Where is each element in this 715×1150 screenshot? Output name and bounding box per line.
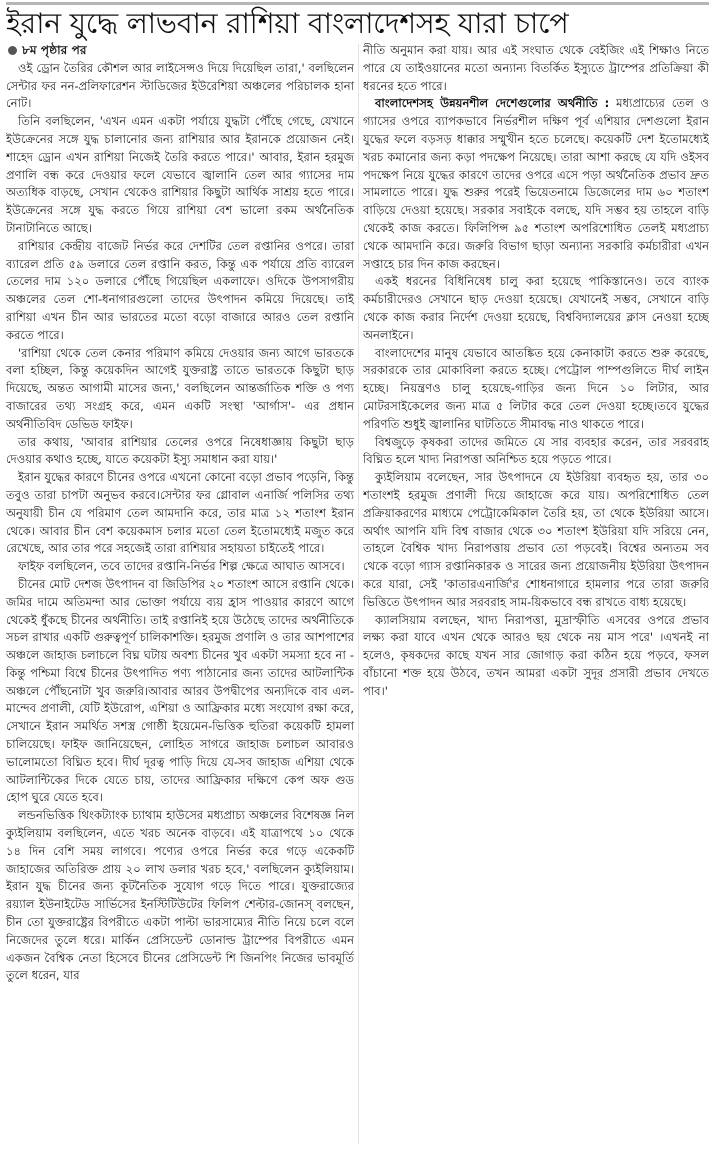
paragraph: রাশিয়ার কেন্দ্রীয় বাজেট নির্ভর করে দেশটির তেল রপ্তানির ওপরে। তারা ব্যারেল প্রতি ৫৯ ডলারে তেল রপ্তানি করত, কিন্তু এক পর্যায়ে প্রতি ব্যারেল তেলের দাম ১২০ ডলারে পৌঁছে গিয়েছিল একলাফে। ওদিকে উপসাগরীয় অঞ্চলের তেল শো-ধনাগারগুলো তাদের উৎপাদন কমিয়ে দিয়েছে। তাই রাশিয়া এখন চীন আর ভারতের মতো বড়ো বাজারে আরও তেল রপ্তানি করতে পারে।: [6, 238, 354, 342]
paragraph: তার কথায়, 'আবার রাশিয়ার তেলের ওপরে নিষেধাজ্ঞায় কিছুটা ছাড় দেওয়ার কথাও হচ্ছে, যাতে কয়েকটা ইস্যু সমাধান করা যায়।': [6, 434, 354, 467]
paragraph: নীতি অনুমান করা যায়। আর এই সংঘাত থেকে বেইজিং এই শিক্ষাও নিতে পারে যে তাইওয়ানের মতো অন্যান্য বিতর্কিত ইস্যুতে ট্রাম্পের প্রতিক্রিয়া কী ধরনের হতে পারে।: [363, 43, 709, 93]
subheading: বাংলাদেশসহ উন্নয়নশীল দেশেগুলোর অর্থনীতি :: [375, 96, 610, 111]
subheading-text: মধ্যপ্রাচ্যের তেল ও গ্যাসের ওপরে ব্যাপকভাবে নির্ভরশীল দক্ষিণ পূর্ব এশিয়ার দেশগুলো ইরান যুদ্ধের ফলে বড়সড় ধাক্কার সম্মুখীন হতে চলেছে। কয়েকটি দেশ ইতোমধ্যেই খরচ কমানোর জন্য কড়া পদক্ষেপ নিয়েছে। তারা আশা করছে যে যদি ওইসব পদক্ষেপ নিয়ে যুদ্ধের কারণে তাদের ওপরে এসে পড়া অর্থনৈতিক প্রভাব দ্রুত সামলাতে পারে। যুদ্ধ শুরুর পরেই ভিয়েতনামে ডিজেলের দাম ৬০ শতাংশ বাড়িয়ে দেওয়া হয়েছে। সরকার সবাইকে বলছে, যদি সম্ভব হয় তাহলে বাড়ি থেকেই কাজ করতে। ফিলিপিন্স ৯৫ শতাংশ অপরিশোধিত তেলই মধ্যপ্রাচ্য থেকে আমদানি করে। জরুরি বিভাগ ছাড়া অন্যান্য সরকারি কর্মচারীরা এখন সপ্তাহে চার দিন কাজ করছেন।: [363, 96, 709, 271]
bullet-icon: [8, 46, 17, 55]
paragraph: ফাইফ বলছিলেন, তবে তাদের রপ্তানি-নির্ভর শিল্প ক্ষেত্রে আঘাত আসবে।: [18, 559, 345, 574]
paragraph: ক্যালসিয়াম বলছেন, খাদ্য নিরাপত্তা, মুদ্রাস্ফীতি এসবের ওপরে প্রভাব লক্ষ্য করা যাবে এখন থেকে আরও ছয় থেকে নয় মাস পরে' ।এখনই না হলেও, কৃষকদের কাছে যখন সার জোগাড় করা কঠিন হয়ে পড়বে, ফসল বাঁচানো শক্ত হয়ে উঠবে, তখন আমরা একটা সুদূর প্রসারী প্রভাব দেখতে পাব।': [363, 612, 709, 698]
paragraph: তিনি বলছিলেন, 'এখন এমন একটা পর্যায়ে যুদ্ধটা পৌঁছে গেছে, যেখানে ইউক্রেনের সঙ্গে যুদ্ধ চালানোর জন্য রাশিয়ার আর ইরানকে প্রয়োজন নেই। শাহেদ ড্রোন এখন রাশিয়া নিজেই তৈরি করতে পারে।' আবার, ইরান হরমুজ প্রণালি বন্ধ করে দেওয়ার ফলে যেভাবে জ্বালানি তেল আর গ্যাসের দাম অত্যধিক বাড়ছে, সেখান থেকেও রাশিয়ার কিছুটা আর্থিক সাশ্রয় হতে পারে। ইউক্রেনের সঙ্গে যুদ্ধ করতে গিয়ে রাশিয়া বেশ ভালো রকম অর্থনৈতিক টানাটানিতে আছে।: [6, 114, 354, 235]
paragraph: ইরান যুদ্ধের কারণে চীনের ওপরে এখনো কোনো বড়ো প্রভাব পড়েনি, কিন্তু তবুও তারা চাপটা অনুভব করবে।সেন্টার ফর গ্লোবাল এনার্জি পলিসির তথ্য অনুযায়ী চীন যে পরিমাণ তেল আমদানি করে, তার মাত্র ১২ শতাংশ ইরান থেকে। আবার চীন বেশ কয়েকমাস চলার মতো তেল ইতোমধ্যেই মজুত করে রেখেছে, আর তার পরে সহজেই তারা রাশিয়ার সহায়তা চাইতেই পারে।: [6, 470, 354, 556]
subheading-paragraph: [363, 95, 709, 273]
paragraph: বাংলাদেশের মানুষ যেভাবে আতঙ্কিত হয়ে কেনাকাটা করতে শুরু করেছে, সরকারকে তার মোকাবিলা করতে হচ্ছে। পেট্রোল পাম্পগুলিতে দীর্ঘ লাইন হচ্ছে। নিয়ন্ত্রণও চালু হয়েছে-গাড়ির জন্য দিনে ১০ লিটার, আর মোটরসাইকেলের জন্য মাত্র ৫ লিটার করে তেল দেওয়া হচ্ছে।তবে যুদ্ধের পরিণতি শুধুই জ্বালানির ঘাটতিতে সীমাবদ্ধ নাও থাকতে পারে।: [363, 345, 709, 431]
paragraph: ক্যুইলিয়াম বলেছেন, সার উৎপাদনে যে ইউরিয়া ব্যবহৃত হয়, তার ৩০ শতাংশই হরমুজ প্রণালী দিয়ে জাহাজে করে যায়। অপরিশোধিত তেল প্রক্রিয়াকরণের মাধ্যমে পেট্রোকেমিকাল তৈরি হয়, তা থেকে ইউরিয়া আসে। অর্থাৎ আপনি যদি বিশ্ব বাজার থেকে ৩০ শতাংশ ইউরিয়া যদি সরিয়ে নেন, তাহলে বৈশ্বিক খাদ্য নিরাপত্তায় প্রভাব তো পড়বেই। বিশ্বের অন্যতম সব থেকে বড়ো গ্যাস রপ্তানিকারক ও সারের জন্য প্রয়োজনীয় ইউরিয়া উৎপাদন করে যারা, সেই 'কাতারএনার্জি'র শোধনাগারে হামলার পরে তারা জরুরি ভিত্তিতে উৎপাদন আর সরবরাহ সাম-য়িকভাবে বন্ধ রাখতে বাধ্য হয়েছে।: [363, 470, 709, 609]
headline: ইরান যুদ্ধে লাভবান রাশিয়া বাংলাদেশসহ যারা চাপে: [6, 7, 569, 40]
paragraph: একই ধরনের বিধিনিষেধ চালু করা হয়েছে পাকিস্তানেও। তবে ব্যাংক কর্মচারীদেরও সেখানে ছাড় দেওয়া হয়েছে। যেখানেই সম্ভব, সেখানে বাড়ি থেকে কাজ করার নির্দেশ দেওয়া হয়েছে, বিশ্ববিদ্যালয়ের ক্লাস নেওয়া হচ্ছে অনলাইনে।: [363, 274, 709, 342]
column-divider: [358, 44, 359, 1144]
right-column: [363, 42, 709, 802]
paragraph: লন্ডনভিত্তিক থিংকট্যাংক চ্যাথাম হাউসের মধ্যপ্রাচ্য অঞ্চলের বিশেষজ্ঞ নিল ক্যুইলিয়াম বলছিলেন, এতে খরচ অনেক বাড়বে। এই যাত্রাপথে ১০ থেকে ১৪ দিন বেশি সময় লাগবে। পণ্যের ওপরে নির্ভর করে গড়ে একেকটি জাহাজের অতিরিক্ত প্রায় ২০ লাখ ডলার খরচ হবে,' বলছিলেন ক্যুইলিয়াম। ইরান যুদ্ধ চীনের জন্য কূটনৈতিক সুযোগ গড়ে দিতে পারে। যুক্তরাজ্যের রয়্যাল ইউনাইটেড সার্ভিসের ইনস্টিটিউটের ফিলিপ শেল্টার-জোনস্ বলছেন, চীন তো যুক্তরাষ্ট্রের বিপরীতে একটা পাল্টা ভারসাম্যের নীতি নিয়ে চলে বলে নিজেদের তুলে ধরে। মার্কিন প্রেসিডেন্ট ডোনাল্ড ট্রাম্পের বিপরীতে এমন একজন বৈশ্বিক নেতা হিসেবে চীনের প্রেসিডেন্ট শি জিনপিং নিজের ভাবমূর্তি তুলে ধরেন, যার: [6, 808, 354, 983]
paragraph: চীনের মোট দেশজ উৎপাদন বা জিডিপির ২০ শতাংশ আসে রপ্তানি থেকে। জমির দামে অতিমন্দা আর ভোক্তা পর্যায়ে ব্যয় হ্রাস পাওয়ার কারণে আগে থেকেই ধুঁকছে চীনের অর্থনীতি। তাই রপ্তানিই হয়ে উঠেছে তাদের অর্থনীতিকে সচল রাখার একটি গুরুত্বপূর্ণ চালিকাশক্তি। হরমুজ প্রণালি ও তার আশপাশের অঞ্চলে জাহাজ চলাচলে বিঘ্ন ঘটায় অবশ্য চীনের খুব একটা সমস্যা হবে না - কিন্তু পশ্চিমা বিশ্বে চীনের উৎপাদিত পণ্য পাঠানোর জন্য তাদের আটলান্টিক অঞ্চলে পৌঁছনোটা খুব জরুরি।আবার আরব উপদ্বীপের অন্যদিকে বাব এল-মান্দেব প্রণালী, যেটি ইউরোপ, এশিয়া ও আফ্রিকার মধ্যে সংযোগ রক্ষা করে, সেখানে ইরান সমর্থিত সশস্ত্র গোষ্ঠী ইয়েমেন-ভিত্তিক হুতিরা কয়েকটি হামলা চালিয়েছে। ফাইফ জানিয়েছেন, লোহিত সাগরে জাহাজ চলাচল আবারও ভালোমতো বিঘ্নিত হবে। দীর্ঘ দূরত্ব পাড়ি দিয়ে যে-সব জাহাজ এশিয়া থেকে আটলান্টিকের দিকে যেতে চায়, তাদের আফ্রিকার দক্ষিণে কেপ অফ গুড হোপ ঘুরে যেতে হবে।: [6, 576, 354, 805]
top-rule: [6, 2, 709, 5]
continued-from-label: ৮ম পৃষ্ঠার পর: [22, 43, 87, 57]
continued-marker: [6, 42, 354, 60]
paragraph: ওই ড্রোন তৈরির কৌশল আর লাইসেন্সও দিয়ে দিয়েছিল তারা,' বলছিলেন সেন্টার ফর নন-প্রলিফারেশন স্টাডিজের ইউরেশিয়া অঞ্চলের পরিচালক হানা নোট।: [6, 60, 354, 111]
paragraph: 'রাশিয়া থেকে তেল কেনার পরিমাণ কমিয়ে দেওয়ার জন্য আগে ভারতকে বলা হচ্ছিল, কিন্তু কয়েকদিন আগেই যুক্তরাষ্ট্র তাতে ভারতকে কিছুটা ছাড় দিয়েছে, অন্তত আগামী মাসের জন্য,' বলছিলেন আন্তর্জাতিক শক্তি ও পণ্য বাজারের তথ্য সংগ্রহ করে, এমন একটি সংস্থা 'আর্গাস'- এর প্রধান অর্থনীতিবিদ ডেভিড ফাইফ।: [6, 345, 354, 431]
left-column: [6, 42, 354, 1147]
paragraph: বিশ্বজুড়ে কৃষকরা তাদের জমিতে যে সার ব্যবহার করেন, তার সরবরাহ বিঘ্নিত হলে খাদ্য নিরাপত্তা অনিশ্চিত হয়ে পড়তে পারে।: [363, 434, 709, 467]
